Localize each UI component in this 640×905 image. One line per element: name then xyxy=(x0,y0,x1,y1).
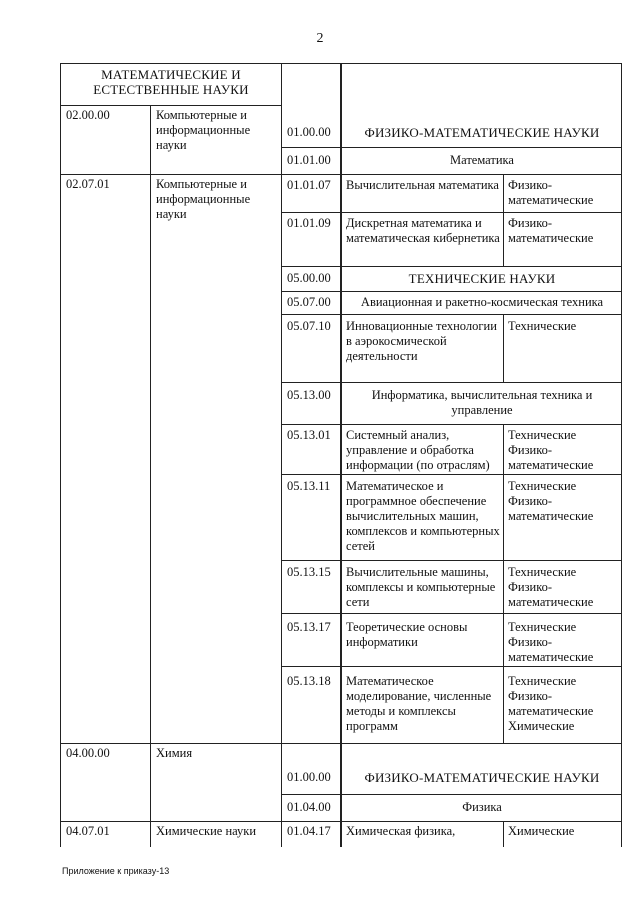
science-branch: Технические xyxy=(508,319,577,333)
science-branch: Физико-математические xyxy=(508,178,594,207)
specialty-name: Вычислительные машины, комплексы и компьютерные сети xyxy=(346,565,496,609)
right-code: 01.01.00 xyxy=(287,153,331,167)
specialty-name: Математическое и программное обеспечение вычислительных машин, комплексов и компьютерных сетей xyxy=(346,479,500,553)
left-code: 04.07.01 xyxy=(66,824,110,838)
right-code: 01.04.00 xyxy=(287,800,331,814)
left-name: Компьютерные и информационные науки xyxy=(156,177,251,221)
science-branch: Химические xyxy=(508,824,575,838)
page-number: 2 xyxy=(316,31,324,46)
right-code: 01.01.09 xyxy=(287,216,331,230)
section-title: Математика xyxy=(450,153,514,167)
right-code: 05.07.10 xyxy=(287,319,331,333)
specialties-table xyxy=(60,63,622,847)
footer-note: Приложение к приказу-13 xyxy=(62,866,170,876)
science-branch: Физико-математические xyxy=(508,216,594,245)
left-code: 04.00.00 xyxy=(66,746,110,760)
right-code: 01.01.07 xyxy=(287,178,331,192)
specialty-name: Дискретная математика и математическая кибернетика xyxy=(346,216,500,245)
right-code: 05.13.11 xyxy=(287,479,331,493)
right-code: 05.07.00 xyxy=(287,295,331,309)
specialty-name: Вычислительная математика xyxy=(346,178,499,192)
specialty-name: Химическая физика, xyxy=(346,824,456,838)
right-code: 05.13.01 xyxy=(287,428,331,442)
section-title: ФИЗИКО-МАТЕМАТИЧЕСКИЕ НАУКИ xyxy=(364,770,600,785)
left-header: МАТЕМАТИЧЕСКИЕ И ЕСТЕСТВЕННЫЕ НАУКИ xyxy=(93,67,249,97)
right-code: 05.13.00 xyxy=(287,388,331,402)
left-code: 02.00.00 xyxy=(66,108,110,122)
specialty-name: Системный анализ, управление и обработка информации (по отраслям) xyxy=(346,428,490,472)
right-code: 01.00.00 xyxy=(287,770,331,784)
science-branch: Технические Физико-математические xyxy=(508,479,594,523)
section-title: ФИЗИКО-МАТЕМАТИЧЕСКИЕ НАУКИ xyxy=(364,125,600,140)
left-name: Химические науки xyxy=(156,824,257,838)
specialty-name: Теоретические основы информатики xyxy=(346,620,468,649)
science-branch: Технические Физико-математические xyxy=(508,565,594,609)
specialty-name: Инновационные технологии в аэрокосмической деятельности xyxy=(346,319,497,363)
section-title: Информатика, вычислительная техника и управление xyxy=(371,388,593,417)
right-code: 05.00.00 xyxy=(287,271,331,285)
section-title: Физика xyxy=(462,800,502,814)
section-title: Авиационная и ракетно-космическая техника xyxy=(360,295,604,309)
science-branch: Технические Физико-математические xyxy=(508,428,594,472)
right-code: 01.00.00 xyxy=(287,125,331,139)
science-branch: Технические Физико-математические xyxy=(508,620,594,664)
left-name: Компьютерные и информационные науки xyxy=(156,108,251,152)
right-code: 05.13.18 xyxy=(287,674,331,688)
section-title: ТЕХНИЧЕСКИЕ НАУКИ xyxy=(408,271,556,286)
right-code: 05.13.15 xyxy=(287,565,331,579)
science-branch: Технические Физико-математические Химические xyxy=(508,674,594,733)
right-code: 01.04.17 xyxy=(287,824,331,838)
specialty-name: Математическое моделирование, численные методы и комплексы программ xyxy=(346,674,492,733)
right-code: 05.13.17 xyxy=(287,620,331,634)
left-code: 02.07.01 xyxy=(66,177,110,191)
left-name: Химия xyxy=(156,746,193,760)
